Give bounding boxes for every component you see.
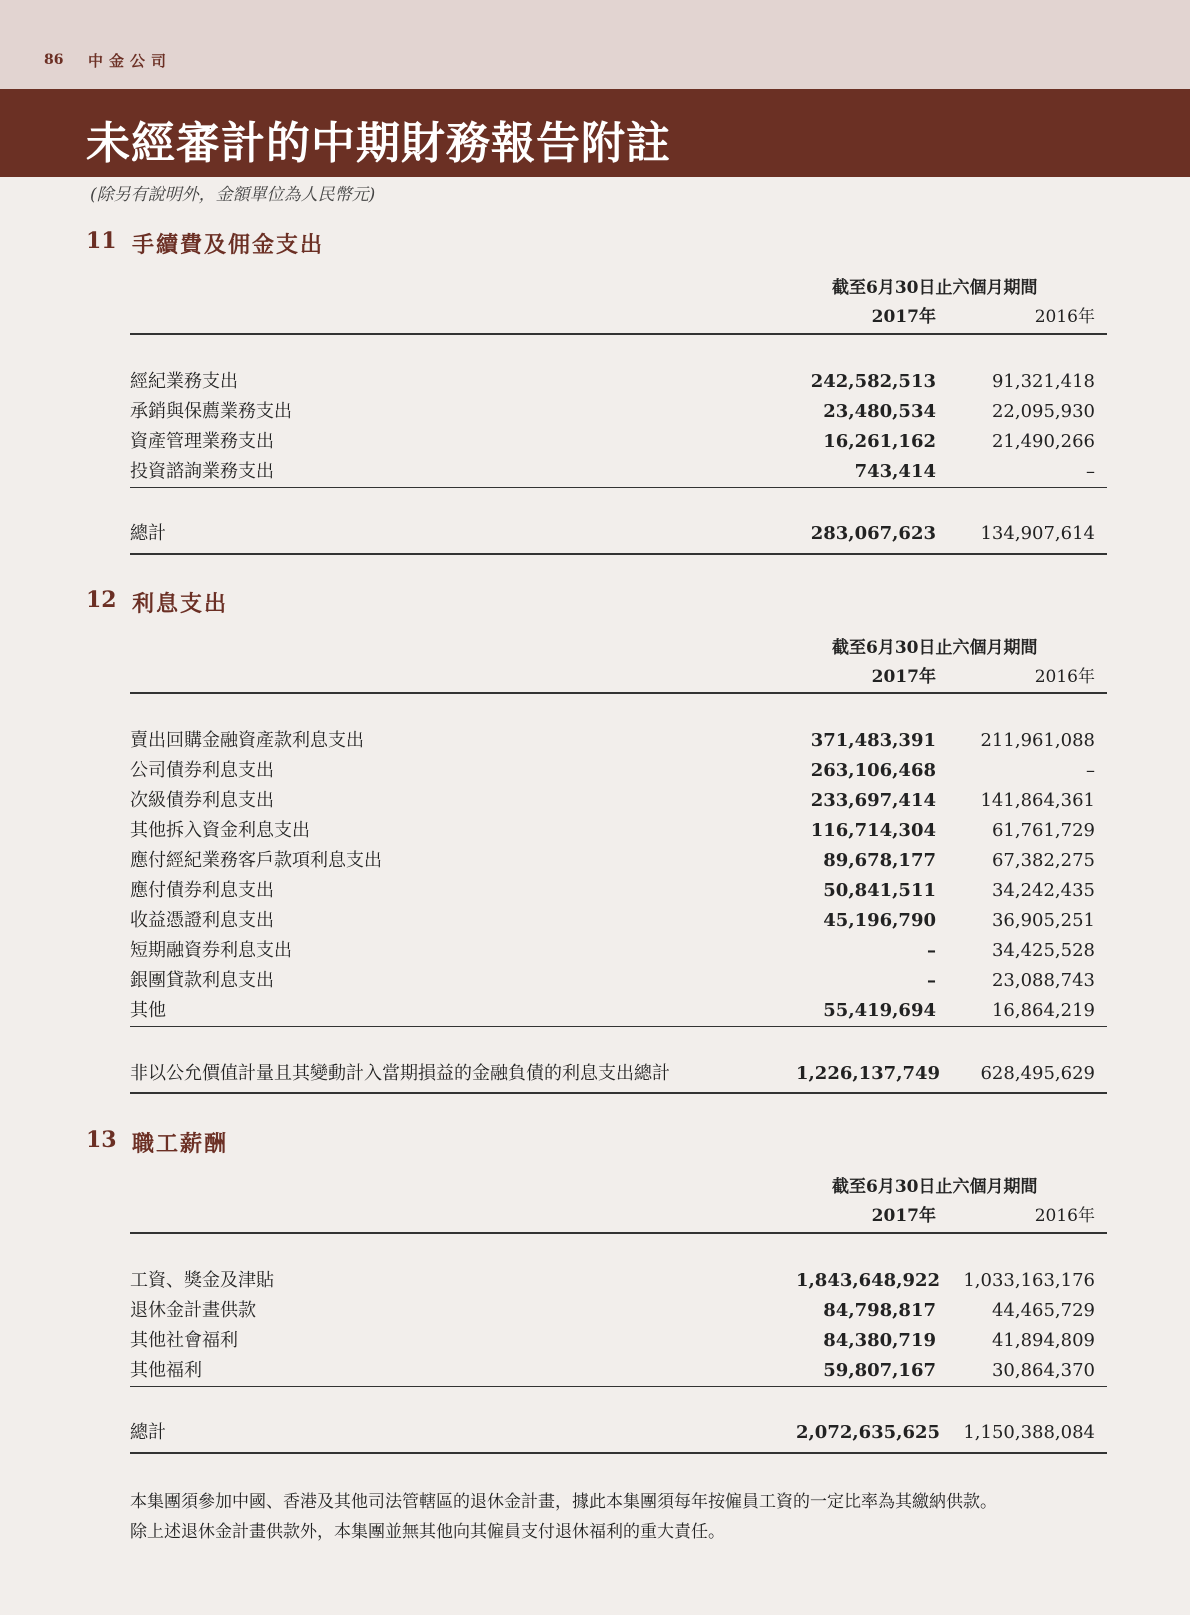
- row-label: 應付債券利息支出: [130, 880, 274, 901]
- row-label: 退休金計畫供款: [130, 1300, 256, 1321]
- value-2016: 44,465,729: [991, 1300, 1095, 1321]
- value-2016: 91,321,418: [991, 371, 1095, 392]
- value-2016: 1,033,163,176: [963, 1270, 1095, 1291]
- footnote-paragraph: [130, 1487, 1110, 1547]
- table-row: [130, 818, 1107, 844]
- col-header-2017: 2017年: [871, 1206, 936, 1226]
- value-2016: 61,761,729: [991, 820, 1095, 841]
- table-row: [130, 1298, 1107, 1324]
- header-rule: [130, 333, 1107, 335]
- col-header-2016: 2016年: [1034, 307, 1095, 327]
- section-number: 11: [86, 228, 117, 254]
- table-row: [130, 1358, 1107, 1384]
- footnote-line: 本集團須參加中國、香港及其他司法管轄區的退休金計畫，據此本集團須每年按僱員工資的一定比率為其繳納供款。: [130, 1492, 997, 1512]
- value-2017: 116,714,304: [810, 820, 936, 841]
- table-row: [130, 429, 1107, 455]
- total-rule: [130, 553, 1107, 555]
- total-2017: 2,072,635,625: [796, 1422, 941, 1443]
- value-2017: 263,106,468: [810, 760, 936, 781]
- row-label: 公司債券利息支出: [130, 760, 274, 781]
- table-row: [130, 968, 1107, 994]
- value-2017: 59,807,167: [823, 1360, 936, 1381]
- col-header-2016: 2016年: [1034, 667, 1095, 687]
- table-row: [130, 1328, 1107, 1354]
- value-2016: 36,905,251: [991, 910, 1095, 931]
- col-header-2016: 2016年: [1034, 1206, 1095, 1226]
- row-label: 其他社會福利: [130, 1330, 238, 1351]
- subtotal-rule: [130, 487, 1107, 488]
- table-row: [130, 728, 1107, 754]
- subtotal-rule: [130, 1386, 1107, 1387]
- value-2017: 50,841,511: [823, 880, 936, 901]
- row-label: 短期融資券利息支出: [130, 940, 292, 961]
- period-header: 截至6月30日止六個月期間: [832, 278, 1038, 298]
- table-row: [130, 848, 1107, 874]
- row-label: 資產管理業務支出: [130, 431, 274, 452]
- top-header-bar: [0, 0, 1190, 89]
- value-2016: 211,961,088: [980, 730, 1095, 751]
- total-2017: 1,226,137,749: [796, 1063, 941, 1084]
- footnote-line: 除上述退休金計畫供款外，本集團並無其他向其僱員支付退休福利的重大責任。: [130, 1522, 725, 1542]
- value-2017: 16,261,162: [823, 431, 936, 452]
- table-row: [130, 998, 1107, 1024]
- value-2017: 89,678,177: [823, 850, 936, 871]
- col-header-2017: 2017年: [871, 307, 936, 327]
- value-2017: 84,798,817: [823, 1300, 936, 1321]
- row-label: 其他拆入資金利息支出: [130, 820, 310, 841]
- table-row: [130, 938, 1107, 964]
- page-title: 未經審計的中期財務報告附註: [86, 118, 671, 169]
- value-2017: 233,697,414: [810, 790, 936, 811]
- value-2016: –: [1086, 461, 1095, 482]
- value-2016: 67,382,275: [991, 850, 1095, 871]
- row-label: 賣出回購金融資產款利息支出: [130, 730, 364, 751]
- value-2016: 30,864,370: [991, 1360, 1095, 1381]
- section-title: 職工薪酬: [132, 1131, 229, 1157]
- table-row: [130, 758, 1107, 784]
- section-number: 12: [86, 587, 117, 613]
- value-2016: 23,088,743: [991, 970, 1095, 991]
- total-rule: [130, 1092, 1107, 1094]
- total-label: 總計: [130, 1422, 166, 1443]
- page-number: 86: [44, 52, 64, 68]
- row-label: 承銷與保薦業務支出: [130, 401, 292, 422]
- row-label: 工資、獎金及津貼: [130, 1270, 274, 1291]
- table-row: [130, 399, 1107, 425]
- total-label: 非以公允價值計量且其變動計入當期損益的金融負債的利息支出總計: [130, 1063, 670, 1084]
- value-2017: 371,483,391: [810, 730, 936, 751]
- row-label: 投資諮詢業務支出: [130, 461, 274, 482]
- subtotal-rule: [130, 1026, 1107, 1027]
- title-banner: [0, 89, 1190, 177]
- value-2017: 84,380,719: [823, 1330, 936, 1351]
- table-row: [130, 878, 1107, 904]
- value-2017: 55,419,694: [823, 1000, 936, 1021]
- value-2017: 45,196,790: [823, 910, 936, 931]
- row-label: 次級債券利息支出: [130, 790, 274, 811]
- company-name: 中金公司: [88, 52, 173, 70]
- value-2017: –: [927, 940, 936, 961]
- period-header: 截至6月30日止六個月期間: [832, 638, 1038, 658]
- row-label: 應付經紀業務客戶款項利息支出: [130, 850, 382, 871]
- value-2016: –: [1086, 760, 1095, 781]
- value-2017: –: [927, 970, 936, 991]
- table-row: [130, 369, 1107, 395]
- currency-note: (除另有說明外，金額單位為人民幣元): [90, 185, 376, 205]
- header-rule: [130, 692, 1107, 694]
- value-2016: 34,425,528: [991, 940, 1095, 961]
- total-row: [130, 1061, 1107, 1087]
- total-2017: 283,067,623: [810, 523, 936, 544]
- value-2016: 21,490,266: [991, 431, 1095, 452]
- total-2016: 134,907,614: [980, 523, 1095, 544]
- value-2017: 242,582,513: [810, 371, 936, 392]
- value-2017: 23,480,534: [823, 401, 936, 422]
- row-label: 其他: [130, 1000, 166, 1021]
- period-header: 截至6月30日止六個月期間: [832, 1177, 1038, 1197]
- value-2017: 743,414: [854, 461, 936, 482]
- value-2016: 22,095,930: [991, 401, 1095, 422]
- table-row: [130, 788, 1107, 814]
- table-row: [130, 1268, 1107, 1294]
- row-label: 銀團貸款利息支出: [130, 970, 274, 991]
- value-2016: 141,864,361: [980, 790, 1095, 811]
- total-row: [130, 521, 1107, 547]
- section-title: 手續費及佣金支出: [132, 232, 325, 258]
- row-label: 收益憑證利息支出: [130, 910, 274, 931]
- row-label: 經紀業務支出: [130, 371, 238, 392]
- total-label: 總計: [130, 523, 166, 544]
- col-header-2017: 2017年: [871, 667, 936, 687]
- total-2016: 1,150,388,084: [963, 1422, 1095, 1443]
- section-number: 13: [86, 1127, 117, 1153]
- header-rule: [130, 1232, 1107, 1234]
- table-row: [130, 459, 1107, 485]
- section-title: 利息支出: [132, 591, 229, 617]
- total-row: [130, 1420, 1107, 1446]
- total-rule: [130, 1452, 1107, 1454]
- value-2016: 16,864,219: [991, 1000, 1095, 1021]
- total-2016: 628,495,629: [980, 1063, 1095, 1084]
- value-2017: 1,843,648,922: [796, 1270, 941, 1291]
- table-row: [130, 908, 1107, 934]
- value-2016: 34,242,435: [991, 880, 1095, 901]
- value-2016: 41,894,809: [991, 1330, 1095, 1351]
- row-label: 其他福利: [130, 1360, 202, 1381]
